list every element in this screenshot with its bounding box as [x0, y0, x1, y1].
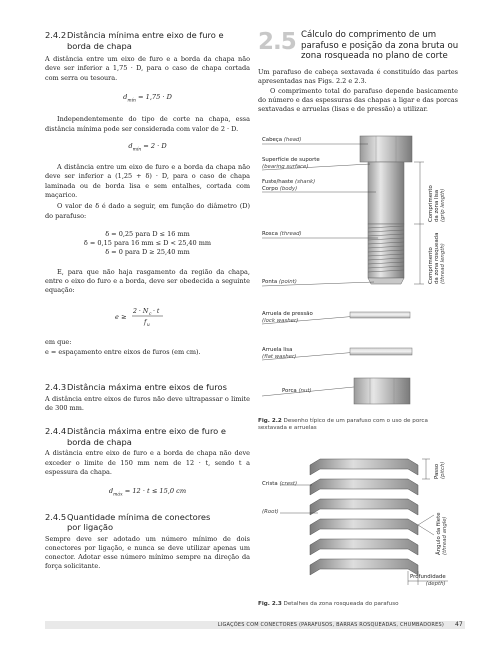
paragraph: A distância entre eixos de furos não deve ultrapassar o limite de 300 mm.	[45, 394, 250, 413]
svg-text:f: f	[144, 318, 147, 326]
label-arruela-pressao: Arruela de pressão (lock washer)	[262, 311, 313, 324]
figure-2-3	[258, 445, 458, 595]
delta-list	[45, 230, 250, 258]
label-root: (Root)	[262, 509, 279, 515]
label-profundidade: Profundidade (depth)	[410, 574, 446, 587]
paragraph: A distância entre eixo de furo e a borda de chapa não deve exceder o limite de 150 mm nem de 12 · t, sendo t a espessura da chapa.	[45, 449, 250, 476]
svg-text:c: c	[149, 311, 152, 317]
thread-teeth	[310, 459, 418, 575]
formula-e	[45, 304, 250, 328]
label-crista: Crista (crest)	[262, 481, 298, 487]
paragraph: Um parafuso de cabeça sextavada é constituído das partes apresentadas nas Figs. 2.2 e 2.3.	[258, 68, 458, 86]
label-ponta: Ponta (point)	[262, 279, 297, 285]
formula-e-svg	[45, 304, 250, 328]
svg-text:e ≥: e ≥	[115, 312, 127, 321]
section-2-4-2-heading: 2.4.2Distância mínima entre eixo de furo e borda de chapa	[45, 30, 224, 51]
section-2-4-4-heading: 2.4.4Distância máxima entre eixo de furo e borda de chapa	[45, 426, 226, 447]
list-item: δ = 0,15 para 16 mm ≤ D < 25,40 mm	[83, 239, 212, 248]
section-2-4-5-heading: 2.4.5Quantidade mínima de conectores por ligação	[45, 511, 211, 533]
label-superficie: Superfície de suporte (bearing surface)	[262, 157, 320, 170]
formula-dmin-1: $d_{mín} = 1,75 \cdot D$	[123, 92, 172, 104]
label-angulo: Ângulo da filete (thread angle)	[436, 512, 448, 555]
paragraph: e = espaçamento entre eixos de furos (em cm).	[45, 347, 201, 356]
list-item: δ = 0 para D ≥ 25,40 mm	[105, 248, 190, 257]
formula-dmin-2: $d_{mín} = 2 \cdot D$	[128, 141, 167, 153]
label-grip-length: Comprimento da zona lisa (grip length)	[428, 185, 446, 222]
section-number: 2.5	[258, 29, 296, 55]
page-number: 47	[455, 621, 463, 628]
paragraph: O comprimento total do parafuso depende basicamente do número e das espessuras das chapas a ligar e das porcas sextavadas e arruelas (lisas e de pressão) a utilizar.	[258, 86, 458, 114]
list-item: δ = 0,25 para D ≤ 16 mm	[105, 229, 190, 238]
footer-running-title: LIGAÇÕES COM CONECTORES (PARAFUSOS, BARRAS ROSQUEADAS, CHUMBADORES)	[217, 622, 444, 628]
nut	[354, 378, 410, 404]
bolt-thread	[368, 224, 404, 284]
paragraph: em que:	[45, 337, 72, 346]
svg-text:u: u	[147, 322, 150, 328]
section-2-4-3-heading: 2.4.3Distância máxima entre eixos de furos	[45, 382, 227, 393]
lock-washer	[350, 312, 410, 318]
right-column	[258, 30, 458, 114]
label-passo: Passo (pitch)	[434, 461, 446, 479]
dimension-lines	[414, 162, 424, 284]
figure-2-3-caption: Fig. 2.3 Detalhes da zona rosqueada do parafuso	[258, 601, 399, 607]
flat-washer	[350, 348, 412, 355]
paragraph: O valor de δ é dado a seguir, em função do diâmetro (D) do parafuso:	[45, 202, 250, 220]
label-arruela-lisa: Arruela lisa (flat washer)	[262, 347, 297, 360]
paragraph: E, para que não haja rasgamento da região da chapa, entre o eixo do furo e a borda, deve ser obedecida a seguinte equação:	[45, 267, 250, 295]
svg-text:2 · N: 2 · N	[133, 307, 149, 315]
section-title: Cálculo do comprimento de um parafuso e posição da zona bruta ou zona rosqueada no plano de corte	[301, 30, 459, 62]
bolt-shank	[368, 162, 404, 224]
label-fuste: Fuste/haste (shank) Corpo (body)	[262, 179, 316, 192]
figure-2-2	[258, 130, 458, 410]
paragraph: Sempre deve ser adotado um número mínimo de dois conectores por ligação, e nunca se deve utilizar apenas um conector. Adotar esse número mínimo sempre na direção da força solicitante.	[45, 534, 250, 571]
figure-2-2-caption: Fig. 2.2 Desenho típico de um parafuso com o uso de porca sextavada e arruelas	[258, 418, 428, 432]
paragraph: Independentemente do tipo de corte na chapa, essa distância mínima pode ser considerada com valor de 2 · D.	[45, 115, 250, 133]
bolt-head	[360, 136, 412, 162]
label-porca: Porca (nut)	[282, 388, 312, 394]
left-column	[45, 30, 250, 572]
label-thread-length: Comprimento da zona rosqueada (thread length)	[428, 232, 446, 284]
paragraph: A distância entre um eixo de furo e a borda da chapa não deve ser inferior a (1,25 + δ) · D, para o caso de chapa laminada ou de borda lisa e sem entalhes, cortada com maçarico.	[45, 163, 250, 199]
thread-detail-drawing	[258, 445, 458, 595]
label-cabeca: Cabeça (head)	[262, 137, 302, 143]
label-rosca: Rosca (thread)	[262, 231, 302, 237]
paragraph: A distância entre um eixo de furo e a borda da chapa não deve ser inferior a 1,75 · D, para o caso de chapa cortada com serra ou tesoura.	[45, 55, 250, 82]
formula-dmax: $d_{máx} = 12 \cdot t \le 15,0$ cm	[108, 487, 187, 498]
section-2-5-heading	[258, 30, 458, 68]
svg-text:· t: · t	[153, 307, 160, 315]
